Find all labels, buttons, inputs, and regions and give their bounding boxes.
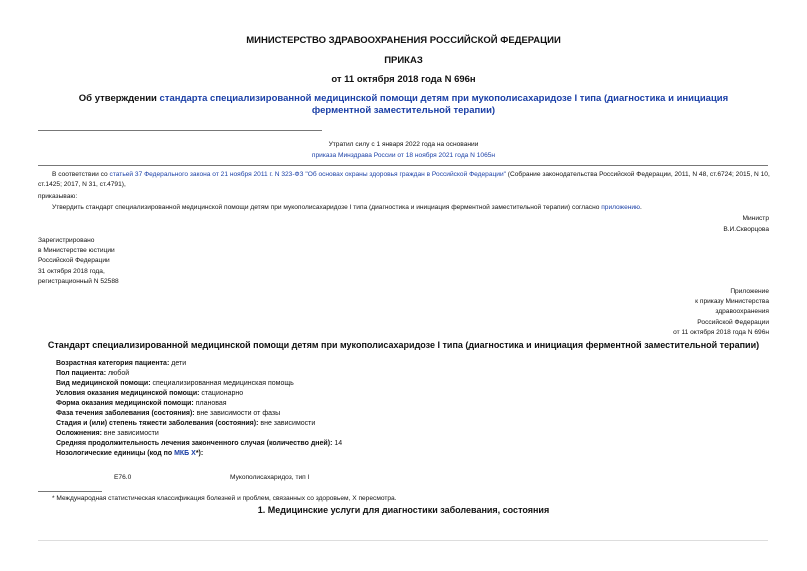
standard-title: Стандарт специализированной медицинской помощи детям при мукополисахаридозе I типа (диагностика и инициация ферментной заместительной терапии) (47, 340, 760, 350)
appendix-line: Приложение (730, 288, 769, 295)
field-label: Средняя продолжительность лечения законченного случая (количество дней): (56, 440, 333, 447)
registration-line: в Министерстве юстиции (38, 247, 115, 255)
appendix-line: к приказу Министерства (695, 298, 769, 306)
nosology-end: *): (195, 450, 204, 457)
field-age (56, 359, 756, 369)
field-phase (56, 409, 756, 419)
field-label: Возрастная категория пациента: (56, 360, 170, 367)
registration-line: регистрационный N 52588 (38, 277, 119, 285)
field-stage (56, 419, 756, 429)
field-nosology (56, 449, 756, 459)
law-link[interactable]: статьей 37 Федерального закона от 21 ноября 2011 г. N 323-ФЗ "Об основах охраны здоровья граждан в Российской Федерации" (109, 171, 506, 178)
field-label: Пол пациента: (56, 370, 107, 377)
approve-text: Утвердить стандарт специализированной медицинской помощи детям при мукополисахаридозе I типа (диагностика и инициация ферментной заместительной терапии) согласно (52, 204, 602, 211)
status-line-1: Утратил силу с 1 января 2022 года на основании (328, 141, 479, 148)
divider-full (38, 165, 768, 166)
order-word: приказываю: (38, 193, 78, 200)
appendix-line: Российской Федерации (697, 318, 769, 326)
order-title-link[interactable]: стандарта специализированной медицинской помощи детям при мукополисахаридозе I типа (диагностика и инициация ферментной заместительной терапии) (159, 93, 729, 116)
disease-name: Мукополисахаридоз, тип I (230, 474, 310, 481)
field-value: дети (169, 360, 187, 367)
field-value: стационарно (199, 390, 244, 397)
appendix-line: от 11 октября 2018 года N 696н (673, 328, 769, 336)
field-label: Вид медицинской помощи: (56, 380, 151, 387)
field-duration (56, 439, 756, 449)
field-form (56, 399, 756, 409)
field-label: Форма оказания медицинской помощи: (56, 400, 194, 407)
footnote-divider (38, 491, 102, 492)
field-label: Фаза течения заболевания (состояния): (56, 410, 195, 417)
field-conditions (56, 389, 756, 399)
signature-name: В.И.Скворцова (723, 226, 769, 233)
signature-position: Министр (742, 215, 769, 222)
standard-fields (56, 359, 756, 459)
field-value: вне зависимости от фазы (194, 410, 281, 417)
registration-line: Российской Федерации (38, 257, 110, 265)
doc-type-heading: ПРИКАЗ (384, 55, 423, 66)
appendix-line: здравоохранения (715, 308, 769, 316)
preamble-intro: В соответствии со (52, 171, 110, 178)
registration-line: 31 октября 2018 года, (38, 267, 105, 275)
field-value: вне зависимости (258, 420, 316, 427)
field-value: плановая (193, 400, 227, 407)
registration-line: Зарегистрировано (38, 237, 95, 244)
appendix-link[interactable]: приложению (601, 204, 641, 211)
field-label: Осложнения: (56, 430, 102, 437)
field-sex (56, 369, 756, 379)
ministry-heading: МИНИСТЕРСТВО ЗДРАВООХРАНЕНИЯ РОССИЙСКОЙ ФЕДЕРАЦИИ (246, 35, 561, 46)
field-value: вне зависимости (101, 430, 159, 437)
footnote: * Международная статистическая классификация болезней и проблем, связанных со здоровьем, X пересмотра. (52, 495, 397, 502)
icd-link[interactable]: МКБ X (174, 450, 196, 457)
status-link[interactable]: приказа Минздрава России от 18 ноября 2021 года N 1065н (311, 152, 496, 159)
bottom-divider (38, 540, 768, 541)
registration-block (38, 236, 119, 287)
approve-end: . (640, 204, 642, 211)
field-label: Условия оказания медицинской помощи: (56, 390, 200, 397)
disease-code: E76.0 (114, 474, 132, 481)
field-label: Стадия и (или) степень тяжести заболевания (состояния): (56, 420, 259, 427)
order-date-number: от 11 октября 2018 года N 696н (331, 74, 476, 85)
field-value: любой (106, 370, 130, 377)
preamble-paragraph (38, 170, 770, 190)
section-heading: 1. Медицинские услуги для диагностики заболевания, состояния (257, 505, 550, 515)
order-title-prefix: Об утверждении (78, 93, 160, 104)
nosology-label: Нозологические единицы (код по (56, 450, 175, 457)
order-title (70, 93, 737, 117)
field-complications (56, 429, 756, 439)
appendix-block (673, 287, 769, 338)
field-value: специализированная медицинская помощь (150, 380, 294, 387)
field-value: 14 (332, 440, 343, 447)
field-care-type (56, 379, 756, 389)
approve-paragraph (52, 203, 770, 213)
preamble-rest: (Собрание законодательства Российской Федерации, 2011, N 48, ст.6724; 2015, N 10, ст.1425; 2017, N 31, ст.4791), (38, 171, 770, 189)
divider-left (38, 130, 322, 131)
